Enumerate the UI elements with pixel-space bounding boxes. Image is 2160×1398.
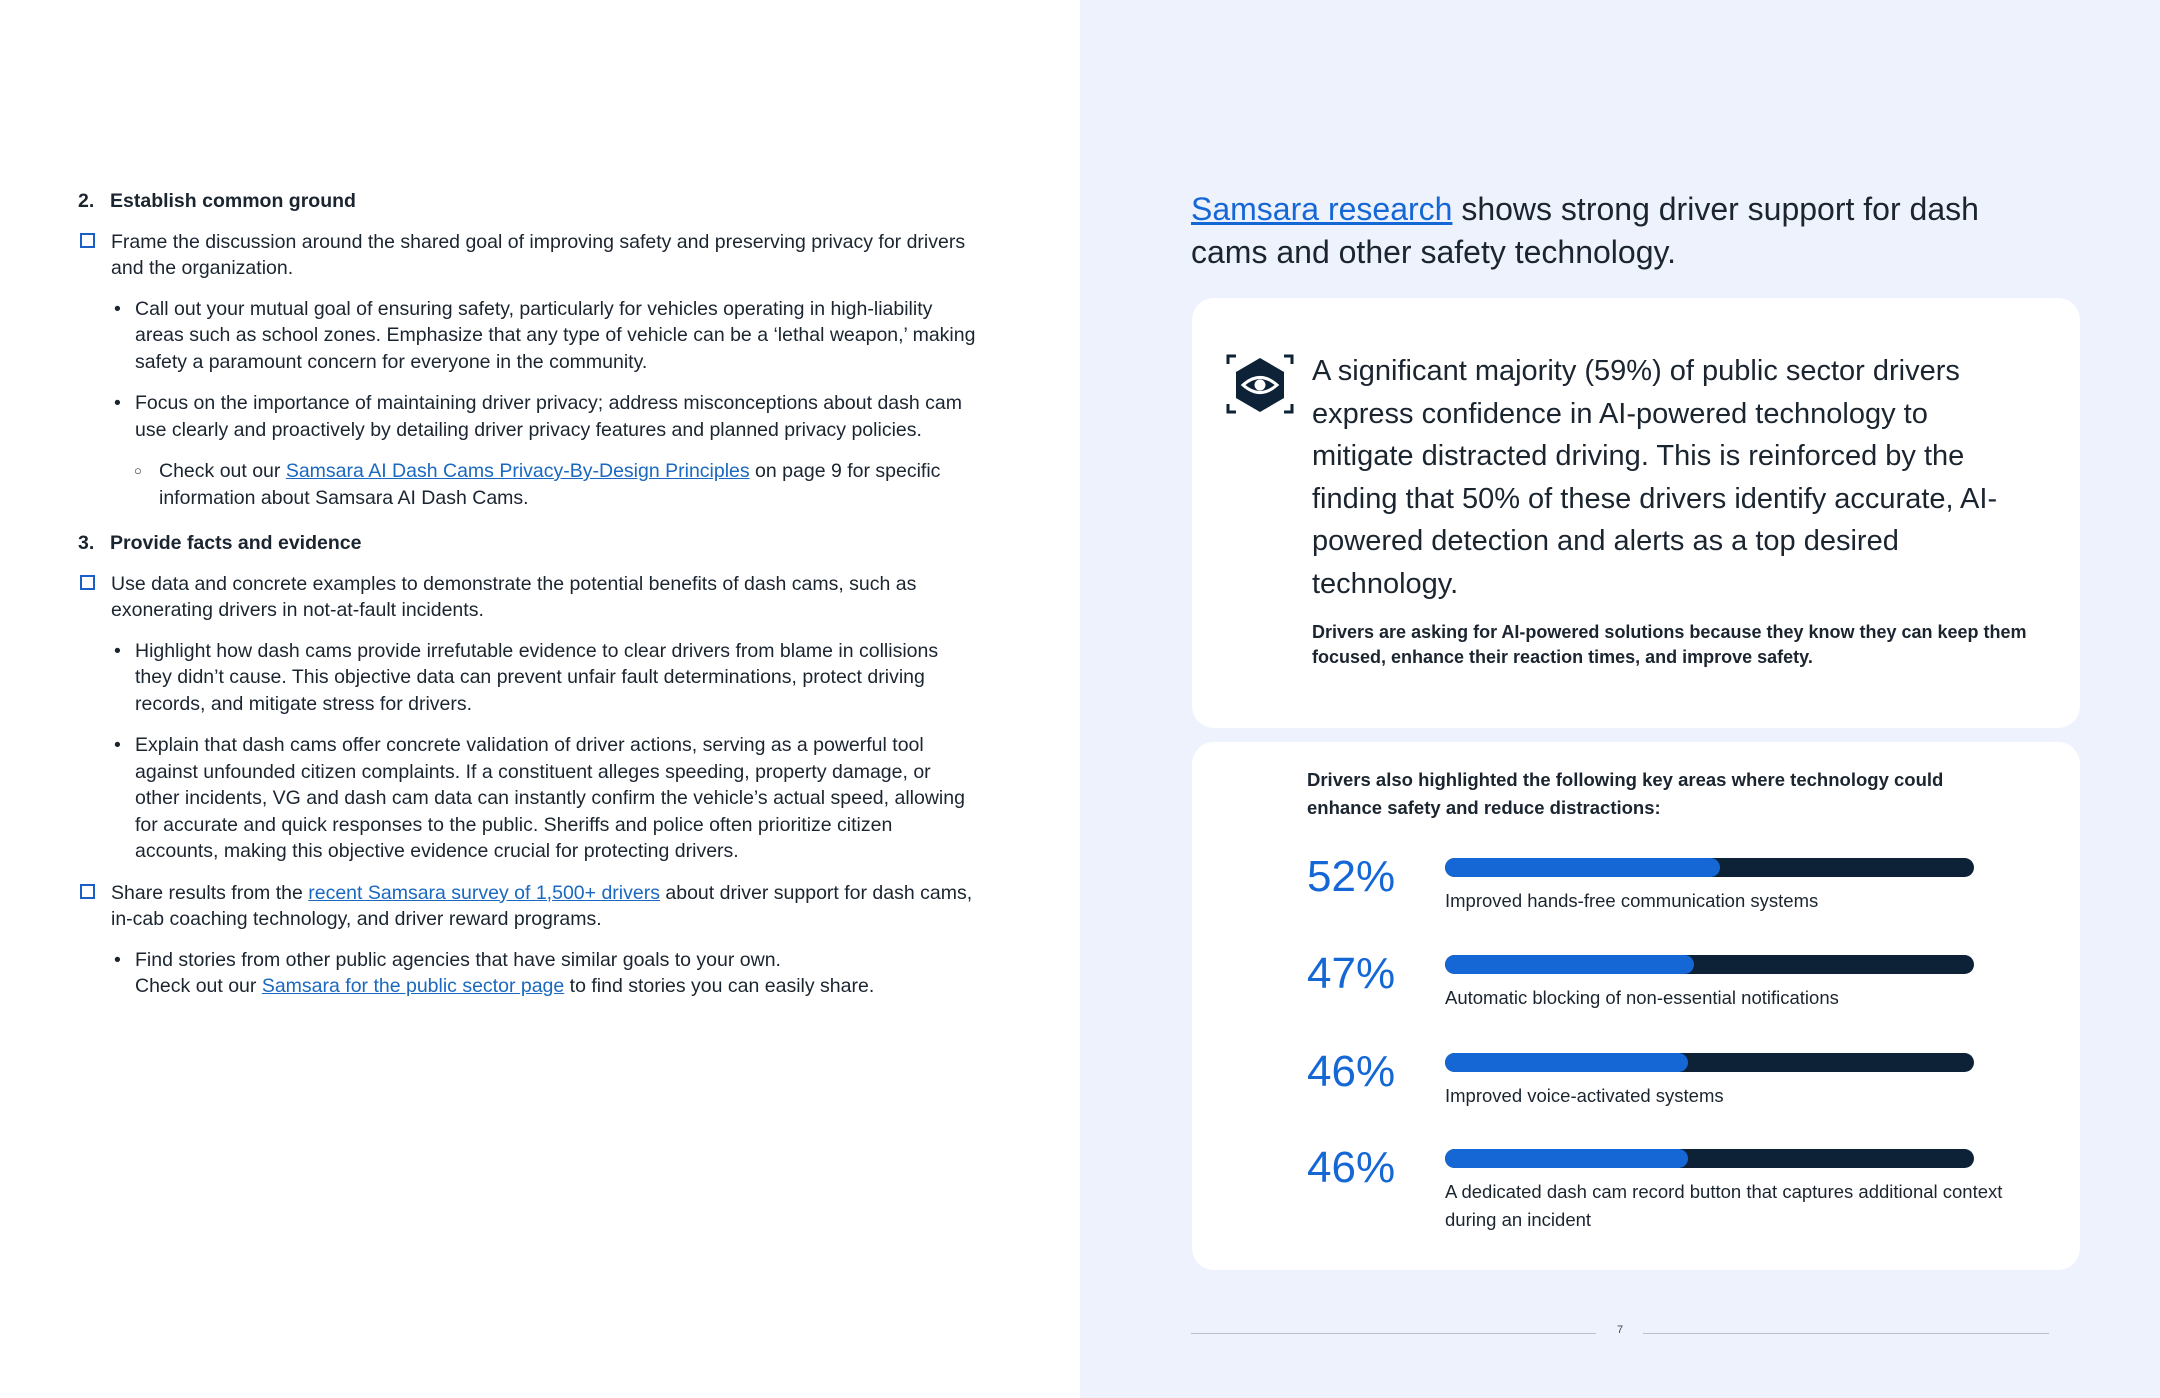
section-2-title: Establish common ground — [110, 190, 356, 212]
bullet-line-1: Find stories from other public agencies that have similar goals to your own. — [135, 948, 781, 971]
stat-progress-bar — [1445, 858, 1974, 877]
eye-scan-icon — [1226, 354, 1294, 414]
stat-progress-bar — [1445, 955, 1974, 974]
stat-progress-fill — [1445, 1149, 1688, 1168]
section-3-number: 3. — [78, 532, 95, 554]
stat-percent: 47% — [1307, 949, 1396, 998]
bullet-item: • Call out your mutual goal of ensuring safety, particularly for vehicles operating in high-liability areas such as school zones. Emphasize that any type of vehicle can be a ‘lethal weapon,’ making safety a paramount concern for everyone in the community. — [78, 296, 978, 376]
footer-divider-left — [1191, 1333, 1596, 1334]
sub-bullet-prefix: Check out our — [159, 460, 286, 482]
confidence-card — [1192, 298, 2080, 728]
sub-bullet-suffix: on page 9 for specific information about Samsara AI Dash Cams. — [159, 460, 941, 509]
research-intro-text: shows strong driver support for dash cams and other safety technology. — [1191, 191, 1979, 270]
driver-survey-link[interactable]: recent Samsara survey of 1,500+ drivers — [308, 881, 660, 904]
privacy-principles-link[interactable]: Samsara AI Dash Cams Privacy-By-Design Principles — [285, 460, 750, 482]
stat-percent: 52% — [1307, 852, 1396, 901]
checkbox-icon[interactable] — [80, 233, 95, 248]
bullet-suffix: to find stories you can easily share. — [564, 975, 875, 997]
stat-progress-fill — [1445, 1053, 1688, 1072]
confidence-subtext: Drivers are asking for AI-powered solutions because they know they can keep them focused, enhance their reaction times, and improve safety. — [1312, 622, 2027, 667]
checklist-item-text: Use data and concrete examples to demonstrate the potential benefits of dash cams, such as exonerating drivers in not-at-fault incidents. — [111, 572, 917, 621]
checklist-item-prefix: Share results from the — [111, 881, 309, 904]
key-areas-title: Drivers also highlighted the following key areas where technology could enhance safety and reduce distractions: — [1307, 769, 1944, 818]
left-content — [78, 188, 978, 1015]
stat-label: A dedicated dash cam record button that captures additional context during an incident — [1445, 1181, 2003, 1230]
stat-percent: 46% — [1307, 1143, 1396, 1192]
checklist-item — [78, 229, 978, 282]
page-number: 7 — [1616, 1324, 1624, 1336]
stat-label: Automatic blocking of non-essential notifications — [1445, 987, 1839, 1008]
samsara-research-link[interactable]: Samsara research — [1191, 191, 1453, 227]
section-2-number: 2. — [78, 190, 95, 212]
footer-divider-right — [1643, 1333, 2049, 1334]
sub-bullet-item — [78, 458, 978, 511]
bullet-prefix: Check out our — [135, 975, 262, 997]
bullet-item — [78, 947, 978, 1000]
stat-item — [1307, 852, 2007, 932]
stat-item — [1307, 949, 2007, 1029]
checklist-item — [78, 880, 978, 933]
stat-progress-fill — [1445, 858, 1720, 877]
checkbox-icon[interactable] — [80, 575, 95, 590]
stat-percent: 46% — [1307, 1047, 1396, 1096]
stat-label: Improved hands-free communication systems — [1445, 890, 1819, 911]
stat-progress-fill — [1445, 955, 1694, 974]
stat-item — [1307, 1047, 2007, 1127]
stat-label: Improved voice-activated systems — [1445, 1085, 1724, 1106]
bullet-item: • Explain that dash cams offer concrete validation of driver actions, serving as a powerful tool against unfounded citizen complaints. If a constituent alleges speeding, property damage, or other incidents, VG and dash cam data can instantly confirm the vehicle’s actual speed, allowing for accurate and quick responses to the public. Sheriffs and police often prioritize citizen accounts, making this objective evidence crucial for protecting drivers. — [78, 732, 978, 865]
checklist-item-text: Frame the discussion around the shared goal of improving safety and preserving privacy for drivers and the organization. — [111, 230, 966, 279]
section-2-heading — [78, 188, 978, 215]
checklist-item — [78, 571, 978, 624]
stat-item — [1307, 1143, 2007, 1243]
stat-progress-bar — [1445, 1053, 1974, 1072]
confidence-quote: A significant majority (59%) of public sector drivers express confidence in AI-powered technology to mitigate distracted driving. This is reinforced by the finding that 50% of these drivers identify accurate, AI-powered detection and alerts as a top desired technology. — [1312, 355, 1998, 600]
checklist-item-suffix: about driver support for dash cams, in-cab coaching technology, and driver reward programs. — [111, 881, 973, 930]
stat-progress-bar — [1445, 1149, 1974, 1168]
section-3-title: Provide facts and evidence — [110, 532, 362, 554]
research-intro — [1191, 188, 1991, 274]
section-3-heading — [78, 530, 978, 557]
bullet-item: • Highlight how dash cams provide irrefutable evidence to clear drivers from blame in collisions they didn’t cause. This objective data can prevent unfair fault determinations, protect driving records, and mitigate stress for drivers. — [78, 638, 978, 718]
bullet-item: • Focus on the importance of maintaining driver privacy; address misconceptions about dash cam use clearly and proactively by detailing driver privacy features and planned privacy policies. — [78, 390, 978, 443]
public-sector-page-link[interactable]: Samsara for the public sector page — [261, 975, 565, 997]
key-areas-card — [1192, 742, 2080, 1270]
checkbox-icon[interactable] — [80, 884, 95, 899]
